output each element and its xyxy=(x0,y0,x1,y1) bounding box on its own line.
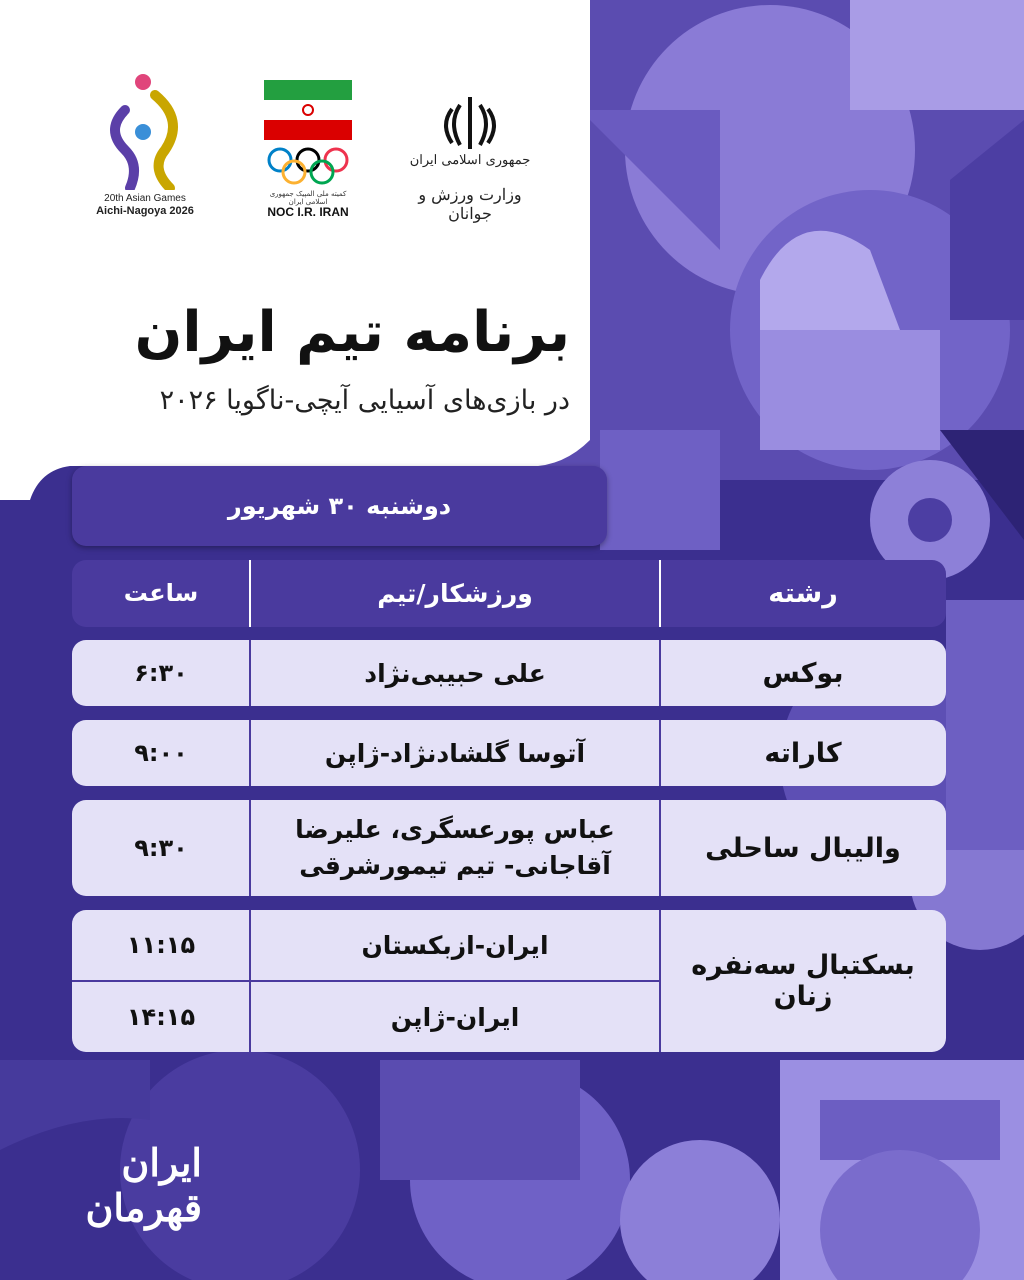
noc-persian-caption: کمیته ملی المپیک جمهوری اسلامی ایران xyxy=(269,190,347,206)
cell-athlete: عباس پورعسگری، علیرضا آقاجانی- تیم تیمورشرقی xyxy=(295,815,615,880)
cell-time: ۱۱:۱۵ xyxy=(126,931,196,959)
asian-games-line2: Aichi-Nagoya 2026 xyxy=(96,205,194,217)
column-divider xyxy=(659,720,661,786)
column-divider xyxy=(249,800,251,896)
ministry-line2: وزارت ورزش و جوانان xyxy=(418,185,522,223)
brand-logo: ایران قهرمان xyxy=(85,1140,202,1230)
cell-time: ۹:۰۰ xyxy=(134,739,188,767)
ministry-line1: جمهوری اسلامی ایران xyxy=(409,153,531,168)
date-banner: دوشنبه ۳۰ شهریور xyxy=(72,466,607,546)
cell-athlete: ایران-ژاپن xyxy=(390,1002,520,1032)
cell-sport: بوکس xyxy=(762,657,844,689)
cell-athlete: ایران-ازبکستان xyxy=(361,930,549,960)
cell-time: ۶:۳۰ xyxy=(134,659,188,687)
cell-sport: بسکتبال سه‌نفره زنان xyxy=(691,950,915,1012)
logo-strip xyxy=(0,70,600,230)
column-divider xyxy=(249,640,251,706)
header-divider xyxy=(249,560,251,627)
column-divider xyxy=(659,910,661,1052)
column-divider xyxy=(249,910,251,1052)
noc-flag-rings-icon xyxy=(262,80,354,188)
page-subtitle: در بازی‌های آسیایی آیچی-ناگویا ۲۰۲۶ xyxy=(159,385,570,416)
cell-sport: کاراته xyxy=(764,737,842,769)
asian-games-caption xyxy=(85,192,205,218)
iran-emblem-icon xyxy=(440,95,500,151)
header-time: ساعت xyxy=(123,579,199,607)
cell-athlete: آتوسا گلشادنژاد-ژاپن xyxy=(324,738,586,768)
header-athlete: ورزشکار/تیم xyxy=(377,579,533,608)
table-header xyxy=(72,560,946,627)
header-divider xyxy=(659,560,661,627)
cell-athlete: علی حبیبی‌نژاد xyxy=(364,658,546,688)
ministry-logo xyxy=(395,95,545,225)
asian-games-logo xyxy=(85,70,205,220)
column-divider xyxy=(249,720,251,786)
noc-label: NOC I.R. IRAN xyxy=(267,205,349,219)
table-row-group xyxy=(72,910,946,1052)
page-title: برنامه تیم ایران xyxy=(134,300,570,365)
row-divider xyxy=(72,980,660,982)
column-divider xyxy=(659,640,661,706)
table-row xyxy=(72,800,946,896)
table-row xyxy=(72,640,946,706)
noc-iran-logo xyxy=(262,80,354,220)
asian-games-emblem-icon xyxy=(85,70,205,190)
header-sport: رشته xyxy=(768,578,838,609)
cell-time: ۹:۳۰ xyxy=(134,834,188,862)
cell-sport: والیبال ساحلی xyxy=(705,832,901,864)
asian-games-line1: 20th Asian Games xyxy=(104,193,186,204)
table-row xyxy=(72,720,946,786)
cell-time: ۱۴:۱۵ xyxy=(126,1003,196,1031)
column-divider xyxy=(659,800,661,896)
